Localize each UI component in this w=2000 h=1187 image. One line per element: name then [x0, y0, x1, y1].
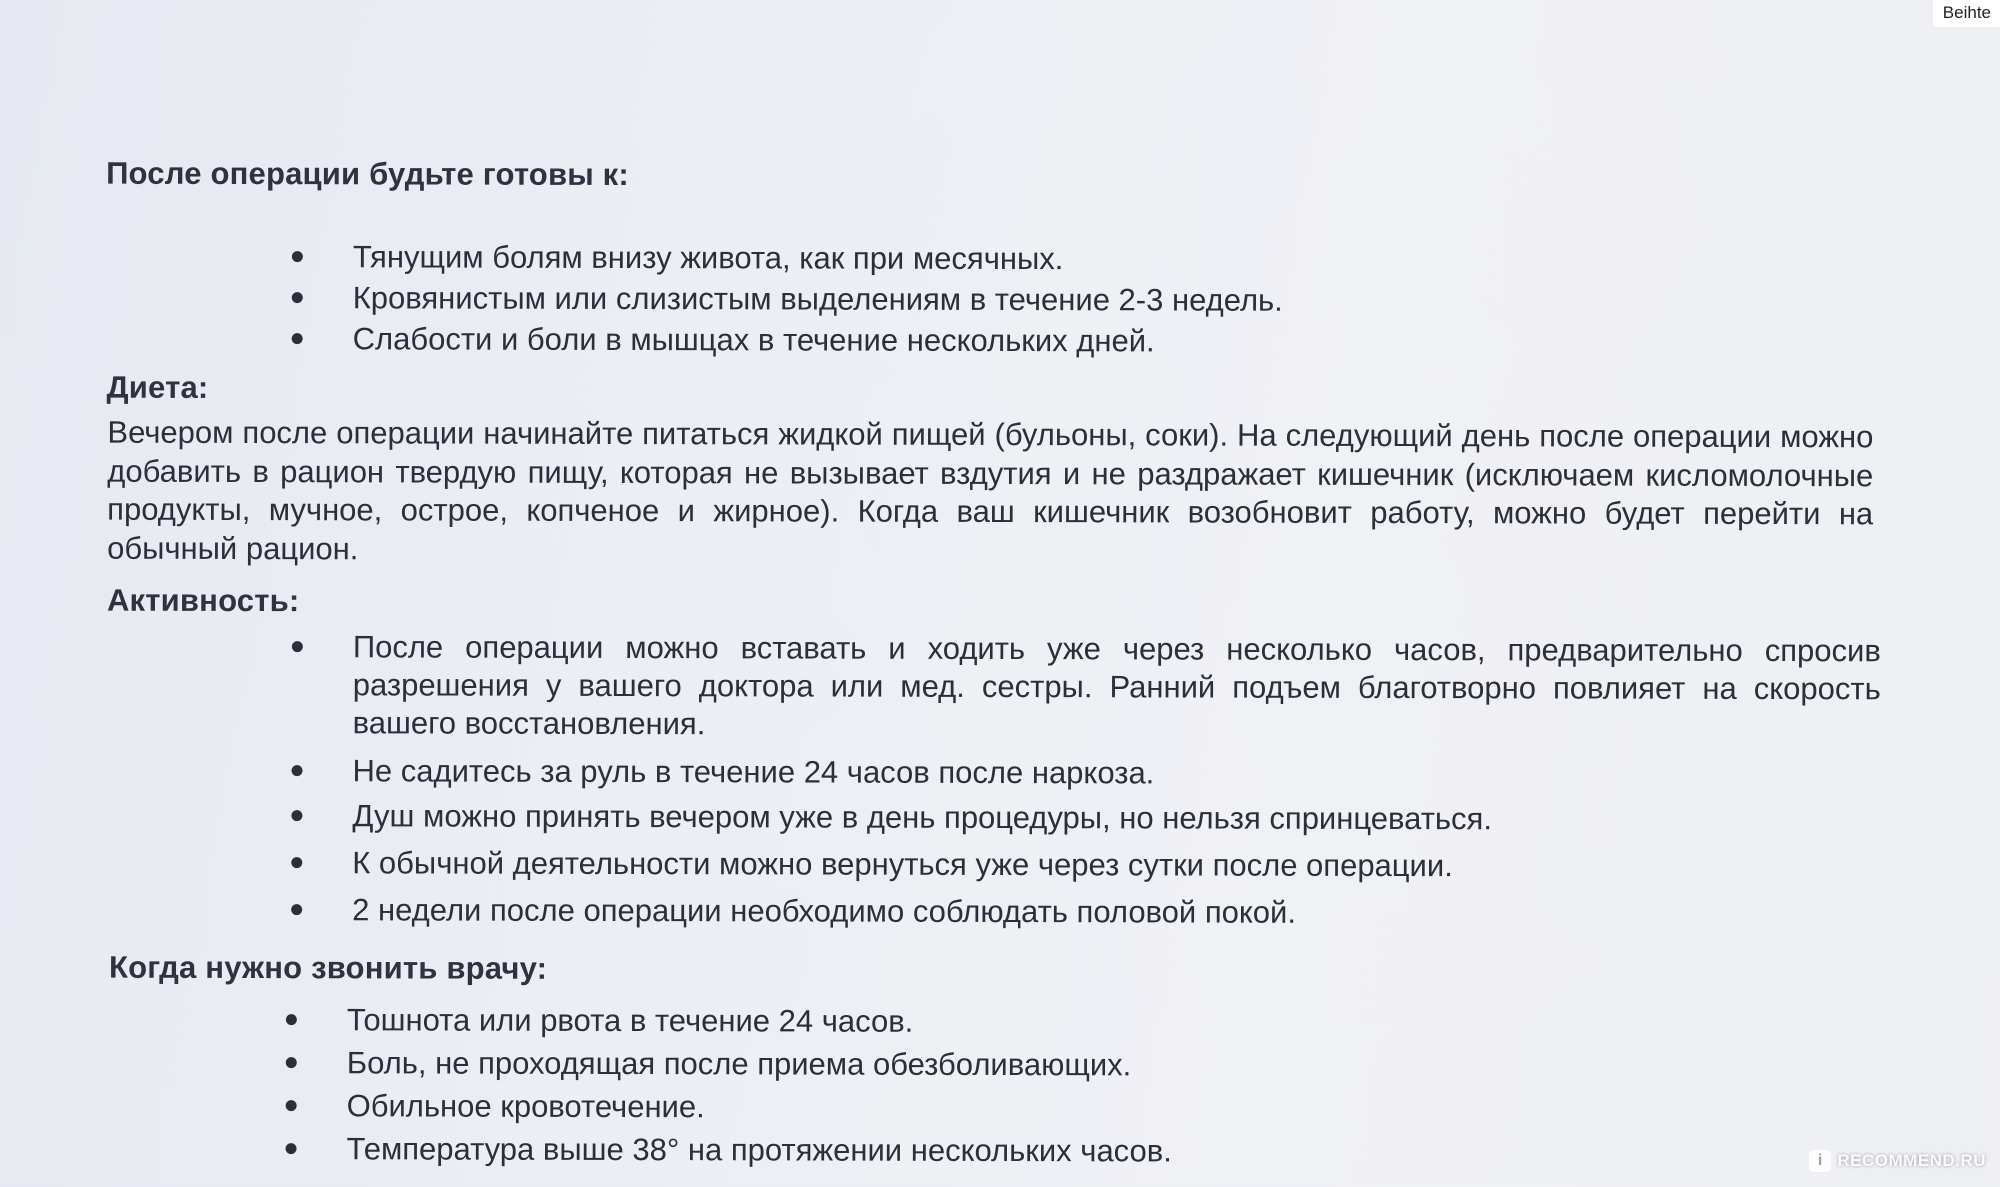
bullet-icon	[292, 641, 303, 652]
bullet-icon	[286, 1100, 297, 1111]
corner-label: Beihte	[1933, 0, 2000, 27]
bullet-icon	[292, 333, 303, 344]
heading-diet: Диета:	[106, 369, 209, 405]
heading-activity: Активность:	[106, 582, 300, 619]
heading-call-doctor: Когда нужно звонить врачу:	[108, 949, 548, 986]
bullet-icon	[292, 765, 303, 776]
watermark-text: RECOMMEND.RU	[1837, 1151, 1986, 1170]
bullet-icon	[292, 251, 303, 262]
bullet-icon	[286, 1014, 297, 1025]
diet-paragraph: Вечером после операции начинайте питаться жидкой пищей (бульоны, соки). На следующий день после операции можно добавить в рацион твердую пищу, которая не вызывает вздутия и не раздражает кишечник (исключаем кисломолочные продукты, мучное, острое, копченое и жирное). Когда ваш кишечник возобновит работу, можно будет перейти на обычный рацион.	[107, 414, 1874, 566]
watermark	[1809, 1150, 1986, 1172]
bullet-icon	[286, 1143, 297, 1154]
bullet-icon	[291, 857, 302, 868]
bullet-icon	[291, 904, 302, 915]
bullet-icon	[286, 1057, 297, 1068]
document-page: После операции будьте готовы к: Тянущим болям внизу живота, как при месячных. Кровянистым или слизистым выделениям в течение 2-3 недель. Слабости и боли в мышцах в течение нескольких дней. Диета: Вечером после операции начинайте питаться жидкой пищей (бульоны, соки). На следующий день после операции можно добавить в рацион твердую пищу, которая не вызывает вздутия и не раздражает кишечник (исключаем кисломолочные продукты, мучное, острое, копченое и жирное). Когда ваш кишечник возобновит работу, можно будет перейти на обычный рацион. Активность: После операции можно вставать и ходить уже через несколько часов, предварительно спросив разрешения у вашего доктора или мед. сестры. Ранний подъем благотворно повлияет на скорость вашего восстановления. Не садитесь за руль в течение 24 часов после наркоза. Душ можно принять вечером уже в день процедуры, но нельзя спринцеваться. К обычной деятельности можно вернуться уже через сутки после операции. 2 недели после операции необходимо соблюдать половой покой. Когда нужно звонить врачу: Тошнота или рвота в течение 24 часов. Боль, не проходящая после приема обезболивающих. Обильное кровотечение. Температура выше 38° на протяжении нескольких часов.	[106, 155, 1881, 1169]
recommend-logo-icon: i	[1809, 1150, 1831, 1172]
bullet-icon	[292, 292, 303, 303]
heading-after-surgery: После операции будьте готовы к:	[106, 155, 630, 193]
bullet-icon	[291, 810, 302, 821]
